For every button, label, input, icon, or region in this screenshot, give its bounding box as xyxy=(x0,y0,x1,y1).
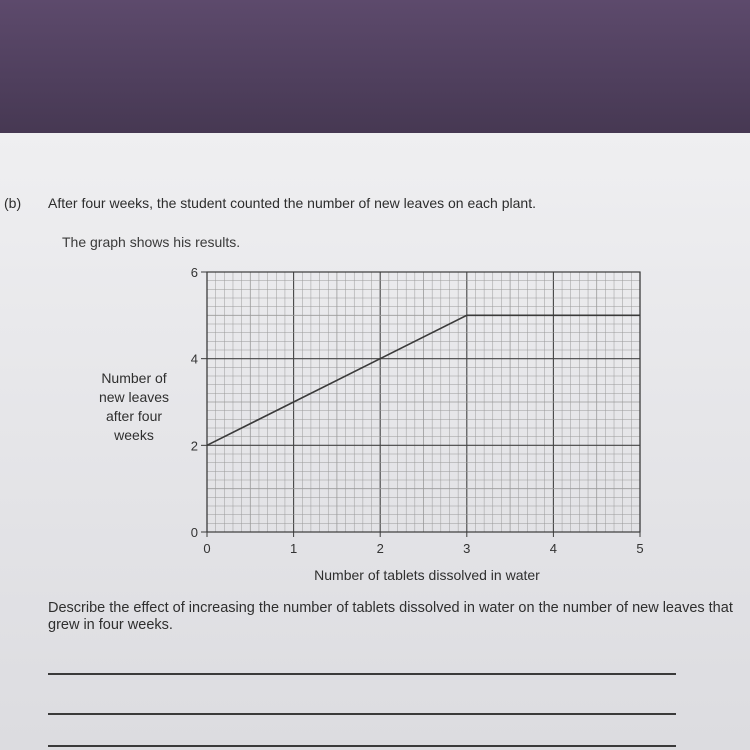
describe-prompt: Describe the effect of increasing the number of tablets dissolved in water on the number of new leaves that grew in four weeks. xyxy=(48,600,733,633)
y-tick-label: 4 xyxy=(190,351,198,367)
x-tick-label: 4 xyxy=(549,541,558,556)
x-axis-label: Number of tablets dissolved in water xyxy=(314,567,540,583)
x-tick-label: 5 xyxy=(636,541,644,556)
x-tick-label: 0 xyxy=(203,541,211,556)
y-tick-label: 2 xyxy=(190,438,198,454)
y-axis-label-line: Number of xyxy=(101,370,167,386)
answer-line[interactable] xyxy=(48,745,676,747)
answer-line[interactable] xyxy=(48,713,676,715)
y-tick-label: 6 xyxy=(190,265,198,280)
question-text: After four weeks, the student counted the number of new leaves on each plant. xyxy=(48,195,536,211)
y-axis-label-line: weeks xyxy=(114,427,154,443)
y-tick-label: 0 xyxy=(190,525,198,540)
chart-grid xyxy=(207,272,640,532)
y-axis-label-line: after four xyxy=(105,408,163,424)
x-tick-label: 3 xyxy=(463,541,471,556)
question-label: (b) xyxy=(4,195,22,211)
question-intro: The graph shows his results. xyxy=(62,234,241,250)
x-tick-label: 1 xyxy=(289,541,298,556)
y-axis-label xyxy=(99,370,169,443)
answer-line[interactable] xyxy=(48,673,676,675)
y-axis-label-line: new leaves xyxy=(98,389,170,405)
x-tick-label: 2 xyxy=(376,541,384,556)
